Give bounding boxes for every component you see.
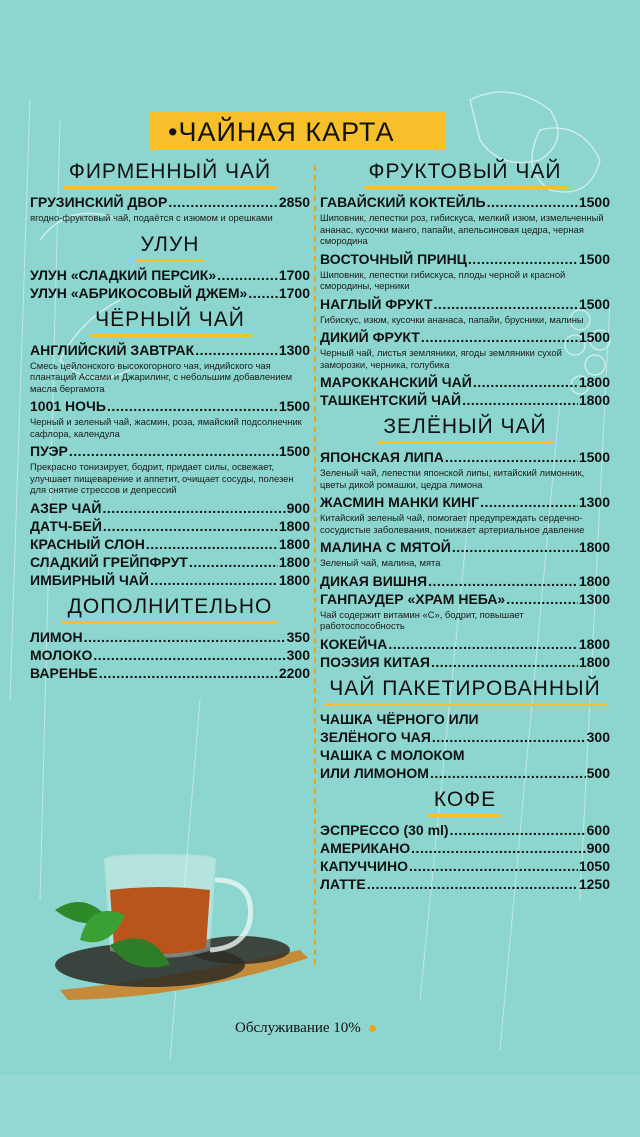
menu-item [30, 646, 310, 664]
item-price: 1500 [278, 398, 310, 414]
item-name: АМЕРИКАНО [320, 839, 411, 856]
dot-leader [431, 653, 578, 671]
dot-leader [468, 250, 578, 268]
menu-item [320, 821, 610, 839]
item-name: ИМБИРНЫЙ ЧАЙ [30, 571, 149, 588]
item-price: 1800 [278, 517, 310, 534]
item-price: 1500 [578, 194, 610, 210]
item-name: ЧАШКА ЧЁРНОГО ИЛИ [320, 710, 479, 727]
section-title: ЗЕЛЁНЫЙ ЧАЙ [377, 415, 552, 444]
item-price: 1700 [278, 266, 310, 283]
dot-leader [428, 572, 578, 590]
item-name: ЛАТТЕ [320, 875, 366, 892]
item-name: ПУЭР [30, 443, 68, 459]
item-description: Черный и зеленый чай, жасмин, роза, ямайский подсолнечник сафлора, календула [30, 416, 302, 439]
section-heading [320, 415, 610, 444]
dot-leader [217, 266, 278, 284]
section-title: ДОПОЛНИТЕЛЬНО [62, 595, 279, 624]
dot-leader [432, 728, 586, 746]
section-title: ЧЁРНЫЙ ЧАЙ [89, 308, 251, 337]
section-gap [320, 893, 610, 899]
dot-leader [84, 628, 286, 646]
menu-item [320, 728, 610, 746]
item-name: ЧАШКА С МОЛОКОМ [320, 746, 465, 763]
item-description: Шиповник, лепестки гибискуса, плоды черной и красной смородины, черники [320, 268, 566, 291]
item-name: ЯПОНСКАЯ ЛИПА [320, 449, 444, 465]
menu-item [30, 284, 310, 302]
service-charge-text: Обслуживание 10% [235, 1020, 361, 1036]
menu-item [320, 710, 610, 728]
item-price: 300 [586, 728, 610, 745]
menu-item [30, 628, 310, 646]
dot-leader [93, 646, 285, 664]
item-name: УЛУН «АБРИКОСОВЫЙ ДЖЕМ» [30, 284, 248, 301]
bullet-dot [369, 1025, 376, 1032]
dot-leader [434, 295, 578, 313]
item-name: НАГЛЫЙ ФРУКТ [320, 295, 433, 312]
item-name: ЗЕЛЁНОГО ЧАЯ [320, 728, 431, 745]
item-description: Шиповник, лепестки роз, гибискуса, мелкий изюм, измельченный ананас, кусочки манго, папайи, апельсиновая цедра, черная смородина [320, 212, 604, 246]
menu-item [320, 391, 610, 409]
dot-leader [506, 590, 578, 608]
section-title: УЛУН [135, 233, 206, 262]
item-name: ЖАСМИН МАНКИ КИНГ [320, 494, 480, 510]
item-name: ПОЭЗИЯ КИТАЯ [320, 653, 430, 670]
item-price: 1800 [278, 535, 310, 552]
item-price: 1500 [578, 250, 610, 267]
menu-item [30, 535, 310, 553]
section-heading [30, 595, 310, 624]
dot-leader [411, 839, 585, 857]
item-price: 1500 [578, 329, 610, 345]
item-description: Прекрасно тонизирует, бодрит, придает силы, освежает, улучшает пищеварение и аппетит, очищает сосуды, полезен для снятие стрессов и депрессий [30, 461, 294, 495]
dot-leader [146, 535, 278, 553]
item-name: ДИКАЯ ВИШНЯ [320, 572, 428, 589]
dot-leader [195, 341, 278, 359]
menu-item [30, 193, 310, 211]
item-name: МОЛОКО [30, 646, 93, 663]
section-heading [320, 788, 610, 817]
menu-item [320, 328, 610, 346]
menu-item [30, 499, 310, 517]
menu-item [30, 664, 310, 682]
item-name: ДАТЧ-БЕЙ [30, 517, 102, 534]
section-heading [30, 308, 310, 337]
section-title: ЧАЙ ПАКЕТИРОВАННЫЙ [323, 677, 606, 706]
dot-leader [150, 571, 278, 589]
item-price: 350 [286, 628, 310, 645]
menu-item [320, 764, 610, 782]
item-description: Зеленый чай, малина, мята [320, 557, 441, 568]
dot-leader [421, 328, 578, 346]
menu-item [320, 746, 610, 764]
dot-leader [452, 538, 578, 556]
item-price: 1800 [278, 571, 310, 588]
dot-leader [103, 517, 278, 535]
menu-item [320, 538, 610, 556]
item-price: 500 [586, 764, 610, 781]
item-name: ИЛИ ЛИМОНОМ [320, 764, 429, 781]
dot-leader [473, 373, 578, 391]
section-heading [30, 160, 310, 189]
menu-item [320, 839, 610, 857]
item-description: Гибискус, изюм, кусочки ананаса, папайи, брусники, малины [320, 313, 584, 325]
section-title: ФИРМЕННЫЙ ЧАЙ [63, 160, 277, 189]
item-name: ТАШКЕНТСКИЙ ЧАЙ [320, 392, 462, 408]
section-title: ФРУКТОВЫЙ ЧАЙ [363, 160, 568, 189]
item-name: ДИКИЙ ФРУКТ [320, 329, 420, 345]
item-price: 1800 [578, 572, 610, 589]
item-price: 1700 [278, 284, 310, 301]
dot-leader [102, 499, 285, 517]
dot-leader [367, 875, 578, 893]
dot-leader [445, 448, 578, 466]
item-price: 1300 [278, 341, 310, 358]
item-price: 1500 [578, 295, 610, 312]
item-price: 2200 [278, 664, 310, 681]
dot-leader [189, 553, 278, 571]
dot-leader [168, 193, 277, 211]
item-price: 1800 [578, 374, 610, 390]
item-price: 2850 [278, 194, 310, 210]
item-price: 1500 [278, 443, 310, 459]
section-heading [320, 160, 610, 189]
item-name: МАЛИНА С МЯТОЙ [320, 539, 451, 555]
dot-leader [69, 442, 278, 460]
menu-item [30, 571, 310, 589]
menu-item [320, 572, 610, 590]
menu-item [320, 295, 610, 313]
item-name: ЭСПРЕССО (30 ml) [320, 821, 449, 838]
item-name: КАПУЧЧИНО [320, 857, 408, 874]
item-name: ГАВАЙСКИЙ КОКТЕЙЛЬ [320, 194, 486, 210]
dot-leader [99, 664, 278, 682]
item-price: 1300 [578, 494, 610, 510]
menu-item [320, 653, 610, 671]
dot-leader [462, 391, 578, 409]
menu-item [320, 250, 610, 268]
item-price: 900 [586, 839, 610, 856]
page-title: •ЧАЙНАЯ КАРТА [168, 117, 395, 147]
item-description: Китайский зеленый чай, помогает предупреждать сердечно-сосудистые заболевания, понижает артериальное давление [320, 512, 585, 535]
item-price: 1800 [578, 653, 610, 670]
dot-leader [409, 857, 578, 875]
right-column [320, 160, 610, 899]
service-charge-note [235, 1020, 376, 1037]
menu-item [320, 193, 610, 211]
item-description: Чай содержит витамин «С», бодрит, повышает работоспособность [320, 608, 524, 631]
item-description: Смесь цейлонского высокогорного чая, индийского чая плантаций Ассами и Джарилинг, с небольшим добавлением масла бергамота [30, 359, 293, 394]
left-column [30, 160, 310, 688]
section-heading [320, 677, 610, 706]
item-description: Зеленый чай, лепестки японской липы, китайский лимонник, цветы дикой ромашки, цедра лимона [320, 467, 585, 490]
item-name: КОКЕЙЧА [320, 635, 388, 652]
dot-leader [480, 493, 578, 511]
dot-leader [388, 635, 578, 653]
item-price: 1800 [578, 539, 610, 555]
dot-leader [248, 284, 278, 302]
item-name: АЗЕР ЧАЙ [30, 499, 102, 516]
menu-item [30, 266, 310, 284]
item-price: 900 [286, 499, 310, 516]
menu-item [320, 857, 610, 875]
section-gap [30, 682, 310, 688]
dot-leader [107, 397, 278, 415]
item-price: 1500 [578, 449, 610, 465]
item-name: МАРОККАНСКИЙ ЧАЙ [320, 374, 472, 390]
menu-item [320, 590, 610, 608]
item-name: 1001 НОЧЬ [30, 398, 106, 414]
item-price: 1300 [578, 590, 610, 607]
menu-item [320, 875, 610, 893]
item-name: УЛУН «СЛАДКИЙ ПЕРСИК» [30, 266, 217, 283]
item-price: 300 [286, 646, 310, 663]
item-price: 1800 [278, 553, 310, 570]
item-name: ЛИМОН [30, 628, 83, 645]
item-description: ягодно-фруктовый чай, подаётся с изюмом и орешками [30, 212, 273, 223]
menu-item [30, 397, 310, 415]
dot-leader [450, 821, 586, 839]
item-name: ВАРЕНЬЕ [30, 664, 98, 681]
item-price: 1800 [578, 392, 610, 408]
item-price: 1800 [578, 635, 610, 652]
menu-item [320, 493, 610, 511]
dot-leader [487, 193, 578, 211]
item-description: Черный чай, листья земляники, ягоды земляники сухой заморозки, черника, голубика [320, 347, 562, 370]
menu-item [30, 341, 310, 359]
menu-item [30, 442, 310, 460]
item-price: 1050 [578, 857, 610, 874]
section-heading [30, 233, 310, 262]
item-price: 600 [586, 821, 610, 838]
item-name: ГАНПАУДЕР «ХРАМ НЕБА» [320, 590, 506, 607]
item-name: ВОСТОЧНЫЙ ПРИНЦ [320, 250, 467, 267]
menu-item [320, 635, 610, 653]
menu-item [30, 553, 310, 571]
tea-cup-illustration [40, 830, 315, 1010]
item-name: АНГЛИЙСКИЙ ЗАВТРАК [30, 341, 195, 358]
dot-leader [430, 764, 586, 782]
section-title: КОФЕ [428, 788, 502, 817]
item-name: ГРУЗИНСКИЙ ДВОР [30, 194, 168, 210]
item-name: СЛАДКИЙ ГРЕЙПФРУТ [30, 553, 188, 570]
menu-item [320, 373, 610, 391]
menu-item [320, 448, 610, 466]
item-price: 1250 [578, 875, 610, 892]
menu-item [30, 517, 310, 535]
item-name: КРАСНЫЙ СЛОН [30, 535, 145, 552]
